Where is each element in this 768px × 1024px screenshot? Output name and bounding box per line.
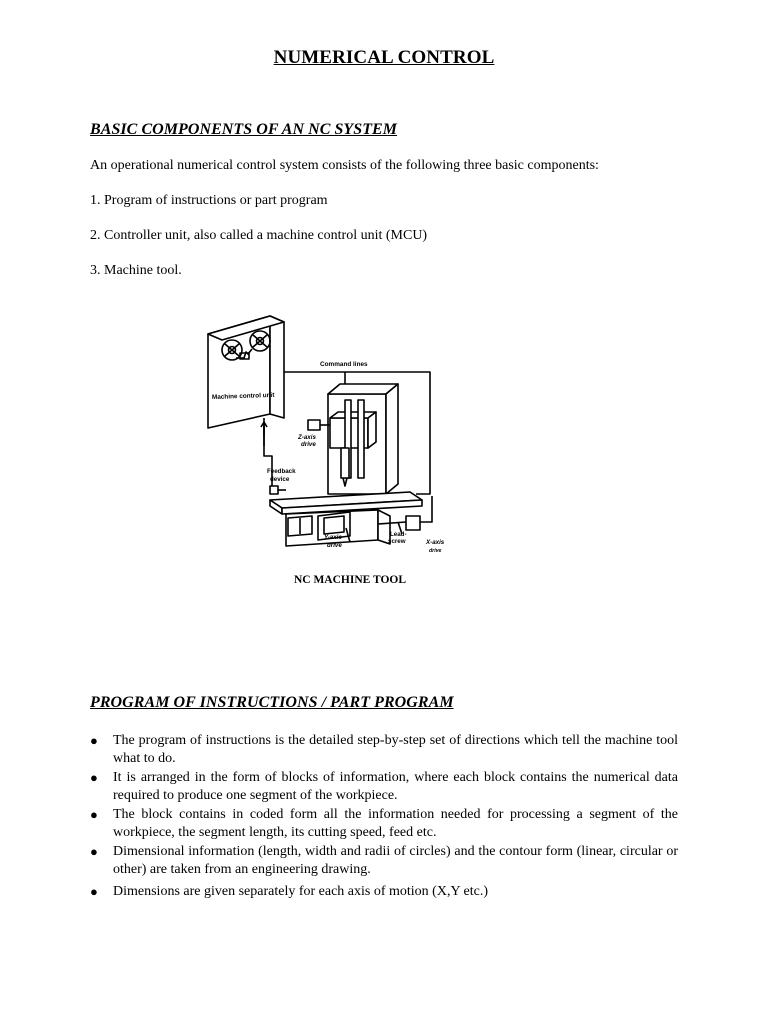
label-y-drive: drive <box>327 542 342 549</box>
section-heading-basic-components: BASIC COMPONENTS OF AN NC SYSTEM <box>90 121 398 138</box>
bullet-icon: ● <box>90 884 98 899</box>
list-item: ● Dimensional information (length, width and radii of circles) and the contour form (linear, circular or other) are taken from an engineering drawing. <box>90 844 678 877</box>
component-item-3: 3. Machine tool. <box>90 263 182 278</box>
list-item: ● The program of instructions is the detailed step-by-step set of directions which tell the machine tool what to do. <box>90 733 678 766</box>
label-command-lines: Command lines <box>320 361 368 368</box>
bullet-icon: ● <box>90 844 98 859</box>
mcu-box-side <box>270 316 284 418</box>
part-program-bullet-list <box>90 732 678 902</box>
label-screw: screw <box>388 538 406 545</box>
label-mcu: Machine control unit <box>211 391 275 401</box>
bullet-icon: ● <box>90 770 98 785</box>
label-device: device <box>270 476 290 483</box>
component-item-2: 2. Controller unit, also called a machine control unit (MCU) <box>90 228 428 243</box>
label-x-drive: drive <box>429 548 442 554</box>
nc-machine-tool-diagram <box>200 296 470 566</box>
label-z-axis: Z-axis <box>298 434 316 441</box>
component-item-1: 1. Program of instructions or part program <box>90 193 328 208</box>
intro-paragraph: An operational numerical control system consists of the following three basic components: <box>90 158 599 173</box>
label-z-drive: drive <box>301 441 316 448</box>
figure-caption: NC MACHINE TOOL <box>293 574 407 586</box>
page-title: NUMERICAL CONTROL <box>273 47 495 68</box>
label-feedback: Feedback <box>267 468 296 475</box>
section-heading-part-program: PROGRAM OF INSTRUCTIONS / PART PROGRAM <box>90 694 454 711</box>
label-lead: Lead- <box>390 531 407 538</box>
list-item: ● It is arranged in the form of blocks of information, where each block contains the numerical data required to produce one segment of the workpiece. <box>90 770 678 803</box>
bullet-icon: ● <box>90 733 98 748</box>
label-y-axis: Y-axis <box>324 534 342 541</box>
list-item: ● The block contains in coded form all the information needed for processing a segment of the workpiece, the segment length, its cutting speed, feed etc. <box>90 807 678 840</box>
label-x-axis: X-axis <box>426 539 445 546</box>
list-item: ● Dimensions are given separately for each axis of motion (X,Y etc.) <box>90 884 489 899</box>
bullet-icon: ● <box>90 807 98 822</box>
